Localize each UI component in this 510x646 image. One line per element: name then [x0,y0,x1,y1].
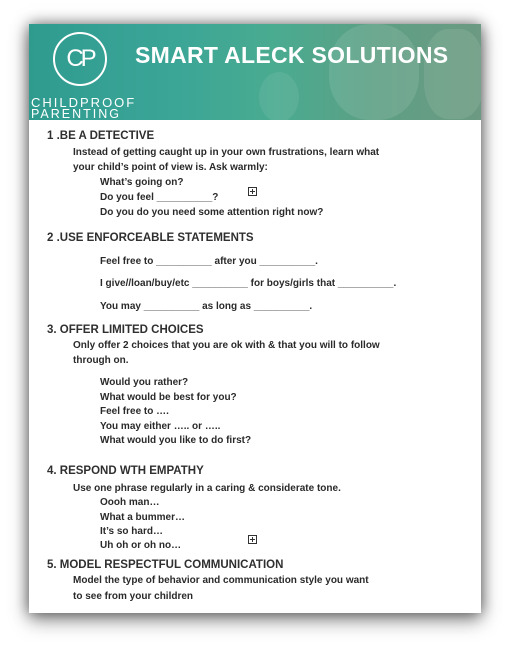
section-heading: 3. OFFER LIMITED CHOICES [47,324,204,336]
section-intro: Only offer 2 choices that you are ok with & that you will to follow [73,340,380,351]
list-item: Feel free to __________ after you __________. [100,256,318,267]
section-heading: 2 .USE ENFORCEABLE STATEMENTS [47,232,254,244]
section-intro: through on. [73,355,129,366]
list-item: Uh oh or oh no… [100,540,182,551]
expand-plus-icon[interactable] [248,187,257,196]
banner-photo-figure [259,72,299,120]
section-intro: Instead of getting caught up in your own frustrations, learn what [73,147,380,158]
list-item: It’s so hard… [100,526,163,537]
list-item: What would be best for you? [100,392,237,403]
list-item: What’s going on? [100,177,184,188]
section-intro: Use one phrase regularly in a caring & considerate tone. [73,483,341,494]
banner-photo-figure [329,24,419,120]
list-item: I give//loan/buy/etc __________ for boys/girls that __________. [100,278,397,289]
section-heading: 4. RESPOND WTH EMPATHY [47,465,204,477]
list-item: Oooh man… [100,497,160,508]
expand-plus-icon[interactable] [248,535,257,544]
logo-icon: CP [53,32,107,86]
document-page [29,24,481,613]
brand-name-line1: CHILDPROOF [31,95,137,110]
list-item: You may either ….. or ….. [100,421,221,432]
section-intro: Model the type of behavior and communication style you want [73,575,369,586]
section-intro: your child’s point of view is. Ask warmly: [73,162,268,173]
brand-name-line2: PARENTING [31,107,121,120]
list-item: Feel free to …. [100,406,169,417]
list-item: You may __________ as long as __________. [100,301,313,312]
list-item: Would you rather? [100,377,189,388]
section-heading: 5. MODEL RESPECTFUL COMMUNICATION [47,559,284,571]
page-title: SMART ALECK SOLUTIONS [135,42,449,68]
list-item: What a bummer… [100,512,186,523]
section-heading: 1 .BE A DETECTIVE [47,130,155,142]
section-intro: to see from your children [73,591,194,602]
list-item: What would you like to do first? [100,435,252,446]
list-item: Do you do you need some attention right now? [100,207,324,218]
list-item: Do you feel __________? [100,192,219,203]
header-banner [29,24,481,120]
